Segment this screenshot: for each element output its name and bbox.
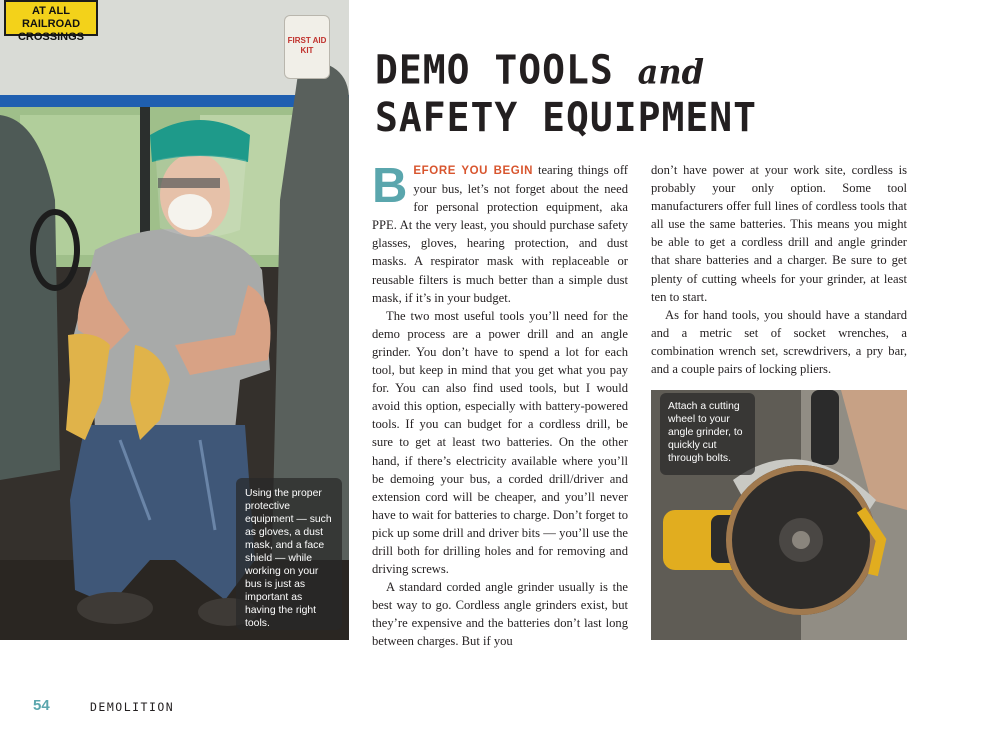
drop-cap: B	[372, 159, 408, 213]
paragraph-grinder-end: don’t have power at your work site, cordless is probably your only option. Some tool manufacturers offer full lines of cordless tools that all use the same batteries. This means you might be able to get a cordless drill and angle grinder that share batteries and a charger. Be sure to get plenty of cutting wheels for your grinder, at least ten to start.	[651, 163, 907, 304]
railroad-crossing-sign: AT ALL RAILROAD CROSSINGS	[4, 0, 98, 36]
page-title	[375, 48, 975, 140]
lead-in: EFORE YOU BEGIN	[413, 165, 534, 177]
right-photo-caption: Attach a cutting wheel to your angle grinder, to quickly cut through bolts.	[660, 393, 755, 475]
paragraph-hand-tools: As for hand tools, you should have a standard and a metric set of socket wrenches, a combination wrench set, screwdrivers, a pry bar, and a couple pairs of locking pliers.	[651, 307, 907, 377]
paragraph-tools: The two most useful tools you’ll need for the demo process are a power drill and an angle grinder. You don’t have to spend a lot for each tool, but keep in mind that you get what you pay for. You can also find used tools, but I would avoid this option, especially with battery-powered tools. If you can budget for a cordless drill, be sure to get at least two batteries. On the other hand, if there’s electricity available where you’ll be demoing your bus, a corded drill/driver and extension cord will be cheaper, and you’ll never have to wait for batteries to charge. Don’t forget to pick up some drill and driver bits — you’ll use the drill both for drilling holes and for removing and driving screws.	[372, 308, 628, 577]
left-photo-caption: Using the proper protective equipment — such as gloves, a dust mask, and a face shield — while working on your bus is just as important as having the right tools.	[236, 478, 342, 630]
text-column-2	[651, 161, 907, 378]
first-aid-kit-sign: FIRST AID KIT	[285, 16, 329, 78]
page-number: 54	[33, 697, 50, 714]
title-line-1	[375, 48, 975, 95]
intro-text: tearing things off your bus, let’s not forget about the need for personal protection equipment, aka PPE. At the very least, you should purchase safety glasses, gloves, hearing protection, and dust masks. A respirator mask with replaceable or reusable filters is much better than a simple dust mask, if it’s in your budget.	[372, 163, 628, 305]
title-and: and	[637, 52, 705, 93]
title-line-2: SAFETY EQUIPMENT	[375, 94, 758, 141]
title-demo-tools: DEMO TOOLS	[375, 46, 614, 94]
paragraph-grinder-start: A standard corded angle grinder usually is the best way to go. Cordless angle grinders exist, but they’re expensive and the batteries don’t last long between charges. But if you	[372, 580, 628, 649]
running-footer-section: DEMOLITION	[90, 700, 175, 714]
paragraph-intro	[372, 161, 628, 307]
text-column-1	[372, 161, 628, 651]
